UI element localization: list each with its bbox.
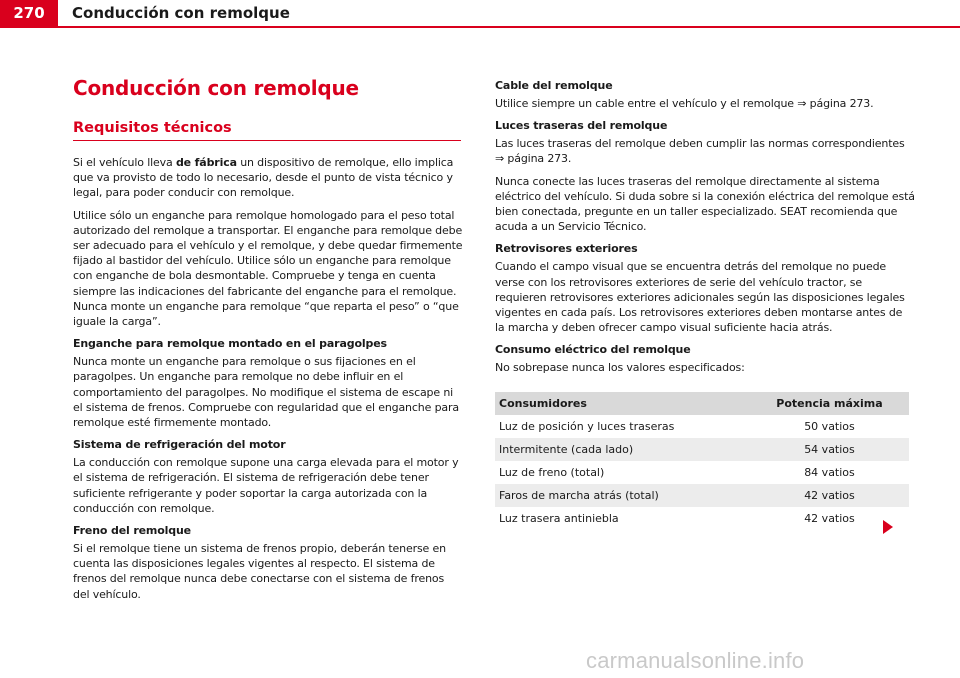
power-table (495, 392, 909, 530)
subheading-retrovisores: Retrovisores exteriores (495, 242, 638, 256)
table-cell-power: 54 vatios (750, 438, 909, 461)
right-column (495, 78, 915, 530)
table-header-potencia: Potencia máxima (750, 392, 909, 415)
page-header (0, 0, 960, 28)
subheading-luces: Luces traseras del remolque (495, 119, 668, 133)
table-cell-power: 50 vatios (804, 419, 855, 433)
intro-bold: de fábrica (175, 156, 237, 169)
table-row (495, 507, 909, 530)
subheading-consumo: Consumo eléctrico del remolque (495, 343, 691, 357)
table-cell-consumer: Luz de posición y luces traseras (499, 419, 675, 433)
paragraph-cable: Utilice siempre un cable entre el vehículo y el remolque ⇒ página 273. (495, 97, 874, 110)
paragraph-enganche: Utilice sólo un enganche para remolque homologado para el peso total autorizado del remolque a transportar. El enganche para remolque debe ser adecuado para el vehículo y el remolque, y debe quedar firmemente fijado al bastidor del vehículo. Utilice sólo un enganche para remolque con enganche de bola desmontable. Compruebe y tenga en cuenta siempre las indicaciones del fabricante del enganche para el remolque. Nunca monte un enganche para remolque “que reparta el peso” o “que iguale la carga”. (73, 208, 463, 329)
table-row (495, 438, 909, 461)
table-cell-consumer: Luz de freno (total) (499, 465, 605, 479)
subheading-cable: Cable del remolque (495, 79, 613, 92)
paragraph-freno: Si el remolque tiene un sistema de frenos propio, deberán tenerse en cuenta las disposiciones legales vigentes al respecto. El sistema de frenos del remolque nunca debe conectarse con el sistema de frenos del vehículo. (73, 542, 446, 601)
paragraph-luces-1: Las luces traseras del remolque deben cumplir las normas correspondientes ⇒ página 273. (495, 137, 905, 166)
table-row (495, 484, 909, 507)
table-row (495, 415, 909, 438)
subheading-refrigeracion: Sistema de refrigeración del motor (73, 438, 286, 452)
paragraph-paragolpes: Nunca monte un enganche para remolque o sus fijaciones en el paragolpes. Un enganche para remolque no debe influir en el comportamiento del paragolpes. No modifique el sistema de escape ni el sistema de frenos. Compruebe con regularidad que el enganche para remolque esté firmemente montado. (73, 355, 459, 430)
header-rule (0, 26, 960, 28)
paragraph-refrigeracion: La conducción con remolque supone una carga elevada para el motor y el sistema de refrigeración. El sistema de refrigeración debe tener suficiente refrigerante y poder soportar la carga autorizada con la conducción con remolque. (73, 456, 459, 515)
table-header-row (495, 392, 909, 415)
table-cell-power: 42 vatios (750, 484, 909, 507)
paragraph-consumo: No sobrepase nunca los valores especificados: (495, 361, 745, 375)
section-heading: Requisitos técnicos (73, 120, 232, 136)
section-rule (73, 140, 461, 141)
watermark: carmanualsonline.info (586, 648, 805, 673)
table-cell-consumer: Intermitente (cada lado) (495, 438, 750, 461)
paragraph-retrovisores: Cuando el campo visual que se encuentra detrás del remolque no puede verse con los retrovisores exteriores de serie del vehículo tractor, se requieren retrovisores exteriores adicionales según las disposiciones legales vigentes en cada país. Los retrovisores exteriores deben montarse antes de la marcha y deben ofrecer campo visual suficiente hacia atrás. (495, 260, 905, 335)
running-title: Conducción con remolque (72, 4, 290, 22)
paragraph-luces-2: Nunca conecte las luces traseras del remolque directamente al sistema eléctrico del vehículo. Si duda sobre si la conexión eléctrica del remolque está bien conectada, pregunte en un taller especializado. SEAT recomienda que acuda a un Servicio Técnico. (495, 174, 915, 234)
table-cell-consumer: Luz trasera antiniebla (499, 511, 619, 525)
subheading-paragolpes: Enganche para remolque montado en el paragolpes (73, 337, 387, 351)
table-cell-power: 84 vatios (804, 465, 855, 479)
intro-pre: Si el vehículo lleva (73, 156, 176, 169)
table-row (495, 461, 909, 484)
table-header-consumidores: Consumidores (495, 392, 750, 415)
subheading-freno: Freno del remolque (73, 524, 191, 538)
table-cell-power: 42 vatios (804, 511, 855, 525)
page-number: 270 (0, 0, 58, 26)
table-cell-consumer: Faros de marcha atrás (total) (495, 484, 750, 507)
left-column (73, 76, 463, 609)
page-title: Conducción con remolque (73, 76, 359, 100)
intro-post: un dispositivo de remolque, ello implica que va provisto de todo lo necesario, desde el punto de vista técnico y legal, para poder conducir con remolque. (73, 156, 454, 200)
triangle-right-icon (883, 520, 893, 534)
intro-paragraph (73, 155, 463, 201)
